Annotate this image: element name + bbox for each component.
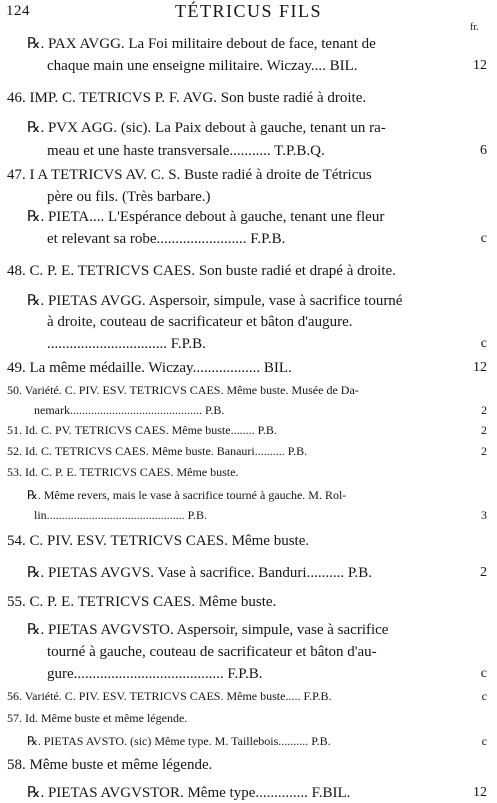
- entry-text: ℞. PIETA.... L'Espérance debout à gauche, tenant une fleur: [27, 209, 385, 225]
- entry-text: 46. IMP. C. TETRICVS P. F. AVG. Son buste radié à droite.: [7, 90, 367, 106]
- entry-text: ℞. PIETAS AVGG. Aspersoir, simpule, vase à sacrifice tourné: [27, 293, 403, 309]
- entry-text: nemark............................................ P.B.: [34, 403, 225, 417]
- entry-text: 51. Id. C. PV. TETRICVS CAES. Même buste........ P.B.: [7, 423, 277, 437]
- price-value: c: [480, 336, 487, 351]
- entry-text: tourné à gauche, couteau de sacrificateur et bâton d'au-: [47, 644, 377, 660]
- entry-text: meau et une haste transversale........... T.P.B.Q.: [47, 143, 325, 159]
- price-value: c: [480, 231, 487, 246]
- entry-text: 55. C. P. E. TETRICVS CAES. Même buste.: [7, 594, 277, 610]
- entry-text: 56. Variété. C. PIV. ESV. TETRICVS CAES. Même buste..... F.P.B.: [7, 689, 332, 703]
- entry-text: 57. Id. Même buste et même légende.: [7, 711, 188, 725]
- entry-text: ℞. Même revers, mais le vase à sacrifice tourné à gauche. M. Rol-: [27, 488, 347, 502]
- entry-text: 49. La même médaille. Wiczay.................. BIL.: [7, 360, 292, 376]
- entry-text: ℞. PIETAS AVGVS. Vase à sacrifice. Banduri.......... P.B.: [27, 565, 373, 581]
- entry-text: ℞. PIETAS AVGVSTOR. Même type.............. F.BIL.: [27, 785, 351, 801]
- entry-text: ℞. PAX AVGG. La Foi militaire debout de face, tenant de: [27, 36, 376, 52]
- entry-text: lin.............................................. P.B.: [34, 508, 208, 522]
- entry-text: 54. C. PIV. ESV. TETRICVS CAES. Même buste.: [7, 533, 310, 549]
- price-value: 3: [481, 508, 487, 522]
- entry-text: ................................ F.P.B.: [47, 336, 206, 352]
- column-unit-label: fr.: [470, 22, 479, 33]
- price-value: 6: [480, 143, 487, 158]
- entry-text: 48. C. P. E. TETRICVS CAES. Son buste radié et drapé à droite.: [7, 263, 396, 279]
- page-title: TÉTRICUS FILS: [174, 1, 322, 21]
- price-value: 12: [473, 58, 487, 73]
- page-header: [0, 0, 497, 33]
- entry-text: 50. Variété. C. PIV. ESV. TETRICVS CAES. Même buste. Musée de Da-: [7, 383, 359, 397]
- entry-text: 47. I A TETRICVS AV. C. S. Buste radié à droite de Tétricus: [7, 167, 372, 183]
- entry-text: gure........................................ F.P.B.: [47, 666, 263, 682]
- entry-text: 58. Même buste et même légende.: [7, 757, 213, 773]
- page-number: 124: [6, 3, 30, 19]
- entry-text: ℞. PIETAS AVGVSTO. Aspersoir, simpule, vase à sacrifice: [27, 622, 389, 638]
- price-value: 2: [481, 444, 487, 458]
- price-value: 12: [473, 785, 487, 800]
- entry-text: 53. Id. C. P. E. TETRICVS CAES. Même buste.: [7, 465, 239, 479]
- price-value: 12: [473, 360, 487, 375]
- price-value: 2: [481, 403, 487, 417]
- entry-text: ℞. PVX AGG. (sic). La Paix debout à gauche, tenant un ra-: [27, 120, 386, 136]
- price-value: c: [481, 734, 487, 748]
- price-value: 2: [480, 565, 487, 580]
- entry-text: à droite, couteau de sacrificateur et bâton d'augure.: [47, 314, 353, 330]
- entry-text: chaque main une enseigne militaire. Wiczay.... BIL.: [47, 58, 358, 74]
- entry-text: ℞. PIETAS AVSTO. (sic) Même type. M. Taillebois.......... P.B.: [27, 734, 331, 748]
- entry-text: 52. Id. C. TETRICVS CAES. Même buste. Banauri.......... P.B.: [7, 444, 308, 458]
- price-value: 2: [481, 423, 487, 437]
- price-value: c: [480, 666, 487, 681]
- price-value: c: [481, 689, 487, 703]
- entry-text: et relevant sa robe........................ F.P.B.: [47, 231, 286, 247]
- entry-text: père ou fils. (Très barbare.): [47, 189, 211, 205]
